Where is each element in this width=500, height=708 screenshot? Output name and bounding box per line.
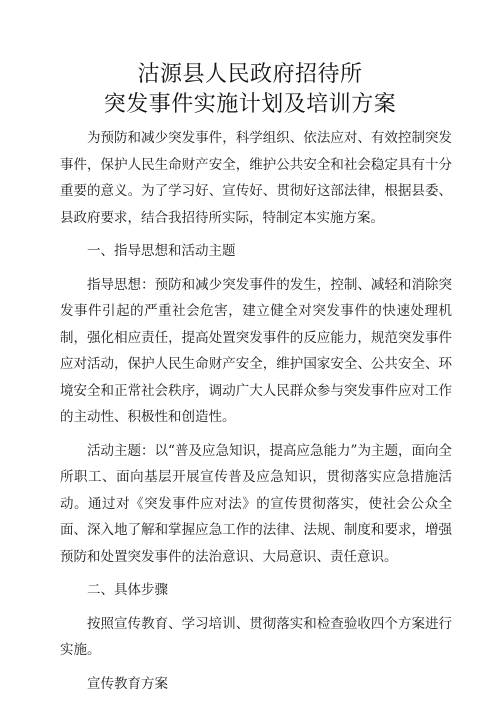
- document-title-line1: 沽源县人民政府招待所: [137, 62, 363, 87]
- intro-paragraph: 为预防和减少突发事件，科学组织、依法应对、有效控制突发事件，保护人民生命财产安全，维护公共安全和社会稳定具有十分重要的意义。为了学习好、宣传好、贯彻好这部法律，根据县委、县政府要求，结合我招待所实际，特制定本实施方案。: [60, 130, 452, 226]
- document-title-line2: 突发事件实施计划及培训方案: [103, 92, 397, 117]
- document-body: [60, 125, 452, 704]
- activity-theme-paragraph: 活动主题：以“普及应急知识，提高应急能力”为主题，面向全所职工、面向基层开展宣传普及应急知识，贯彻落实应急措施活动。通过对《突发事件应对法》的宣传贯彻落实，使社会公众全面、深入地了解和掌握应急工作的法律、法规、制度和要求，增强预防和处置突发事件的法治意识、大局意识、责任意识。: [60, 442, 452, 565]
- subsection-heading-publicity: 宣传教育方案: [87, 675, 168, 692]
- guiding-thought-paragraph: 指导思想：预防和减少突发事件的发生，控制、减轻和消除突发事件引起的严重社会危害，建立健全对突发事件的快速处理机制，强化相应责任，提高处置突发事件的反应能力，规范突发事件应对活动，保护人民生命财产安全，维护国家安全、公共安全、环境安全和正常社会秩序，调动广大人民群众参与突发事件应对工作的主动性、积极性和创造性。: [60, 276, 452, 425]
- steps-paragraph: 按照宣传教育、学习培训、贯彻落实和检查验收四个方案进行实施。: [60, 615, 452, 658]
- section-heading-guiding: 一、指导思想和活动主题: [87, 243, 236, 259]
- section-heading-steps: 二、具体步骤: [87, 582, 168, 598]
